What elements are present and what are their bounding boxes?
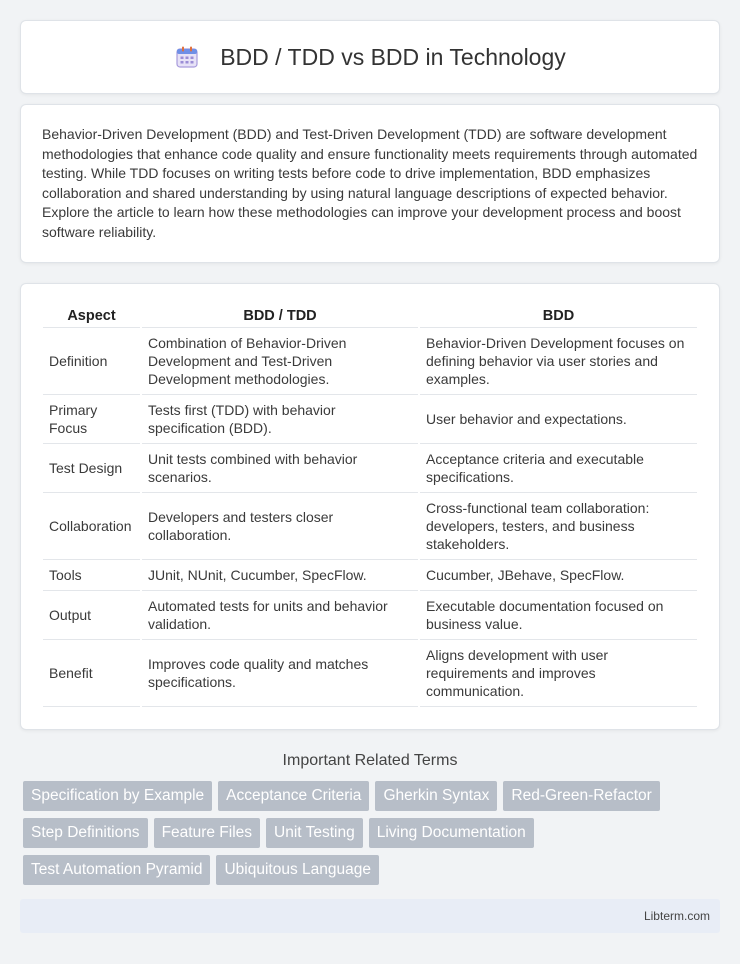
intro-text: Behavior-Driven Development (BDD) and Test-Driven Development (TDD) are software development methodologies that enhance code quality and ensure functionality meets requirements through automated testing. While TDD focuses on writing tests before code to drive implementation, BDD emphasizes collaboration and shared understanding by using natural language descriptions of expected behavior. Explore the article to learn how these methodologies can improve your development process and boost software reliability. [42, 126, 698, 240]
term-tag[interactable]: Feature Files [154, 818, 260, 848]
row-aspect: Test Design [43, 444, 140, 493]
row-bdd: Cross-functional team collaboration: developers, testers, and business stakeholders. [420, 493, 697, 560]
row-bdd-tdd: JUnit, NUnit, Cucumber, SpecFlow. [142, 560, 418, 591]
row-bdd-tdd: Combination of Behavior-Driven Development and Test-Driven Development methodologies. [142, 328, 418, 395]
table-row [43, 640, 697, 707]
table-row [43, 328, 697, 395]
table-row [43, 444, 697, 493]
row-bdd-tdd: Automated tests for units and behavior validation. [142, 591, 418, 640]
comparison-card [20, 283, 720, 730]
term-tag[interactable]: Test Automation Pyramid [23, 855, 210, 885]
row-bdd: Acceptance criteria and executable specifications. [420, 444, 697, 493]
term-tag[interactable]: Red-Green-Refactor [503, 781, 659, 811]
related-terms-title: Important Related Terms [282, 752, 458, 769]
table-header-row [43, 304, 697, 328]
term-tag[interactable]: Ubiquitous Language [216, 855, 379, 885]
term-tag[interactable]: Step Definitions [23, 818, 148, 848]
row-bdd: Aligns development with user requirements and improves communication. [420, 640, 697, 707]
footer-site-link[interactable]: Libterm.com [643, 909, 710, 923]
row-bdd-tdd: Improves code quality and matches specifications. [142, 640, 418, 707]
term-tag[interactable]: Acceptance Criteria [218, 781, 369, 811]
page-title: BDD / TDD vs BDD in Technology [220, 43, 566, 70]
term-tag[interactable]: Specification by Example [23, 781, 212, 811]
row-aspect: Benefit [43, 640, 140, 707]
table-row [43, 560, 697, 591]
row-aspect: Definition [43, 328, 140, 395]
term-tag[interactable]: Unit Testing [266, 818, 363, 848]
comparison-table [41, 304, 699, 707]
row-aspect: Collaboration [43, 493, 140, 560]
term-tag[interactable]: Gherkin Syntax [375, 781, 497, 811]
row-bdd: Cucumber, JBehave, SpecFlow. [420, 560, 697, 591]
row-bdd-tdd: Developers and testers closer collaboration. [142, 493, 418, 560]
row-bdd: Behavior-Driven Development focuses on defining behavior via user stories and examples. [420, 328, 697, 395]
row-bdd: User behavior and expectations. [420, 395, 697, 444]
row-aspect: Primary Focus [43, 395, 140, 444]
row-bdd-tdd: Unit tests combined with behavior scenarios. [142, 444, 418, 493]
table-row [43, 591, 697, 640]
header-bdd: BDD [420, 304, 697, 328]
term-tag[interactable]: Living Documentation [369, 818, 534, 848]
row-bdd: Executable documentation focused on business value. [420, 591, 697, 640]
row-bdd-tdd: Tests first (TDD) with behavior specification (BDD). [142, 395, 418, 444]
footer [20, 899, 720, 933]
intro-card [20, 104, 720, 263]
header-aspect: Aspect [43, 304, 140, 328]
row-aspect: Output [43, 591, 140, 640]
header-bdd-tdd: BDD / TDD [142, 304, 418, 328]
row-aspect: Tools [43, 560, 140, 591]
calendar-icon [174, 44, 200, 70]
title-card [20, 20, 720, 94]
table-row [43, 395, 697, 444]
table-row [43, 493, 697, 560]
related-terms-list [23, 781, 718, 885]
